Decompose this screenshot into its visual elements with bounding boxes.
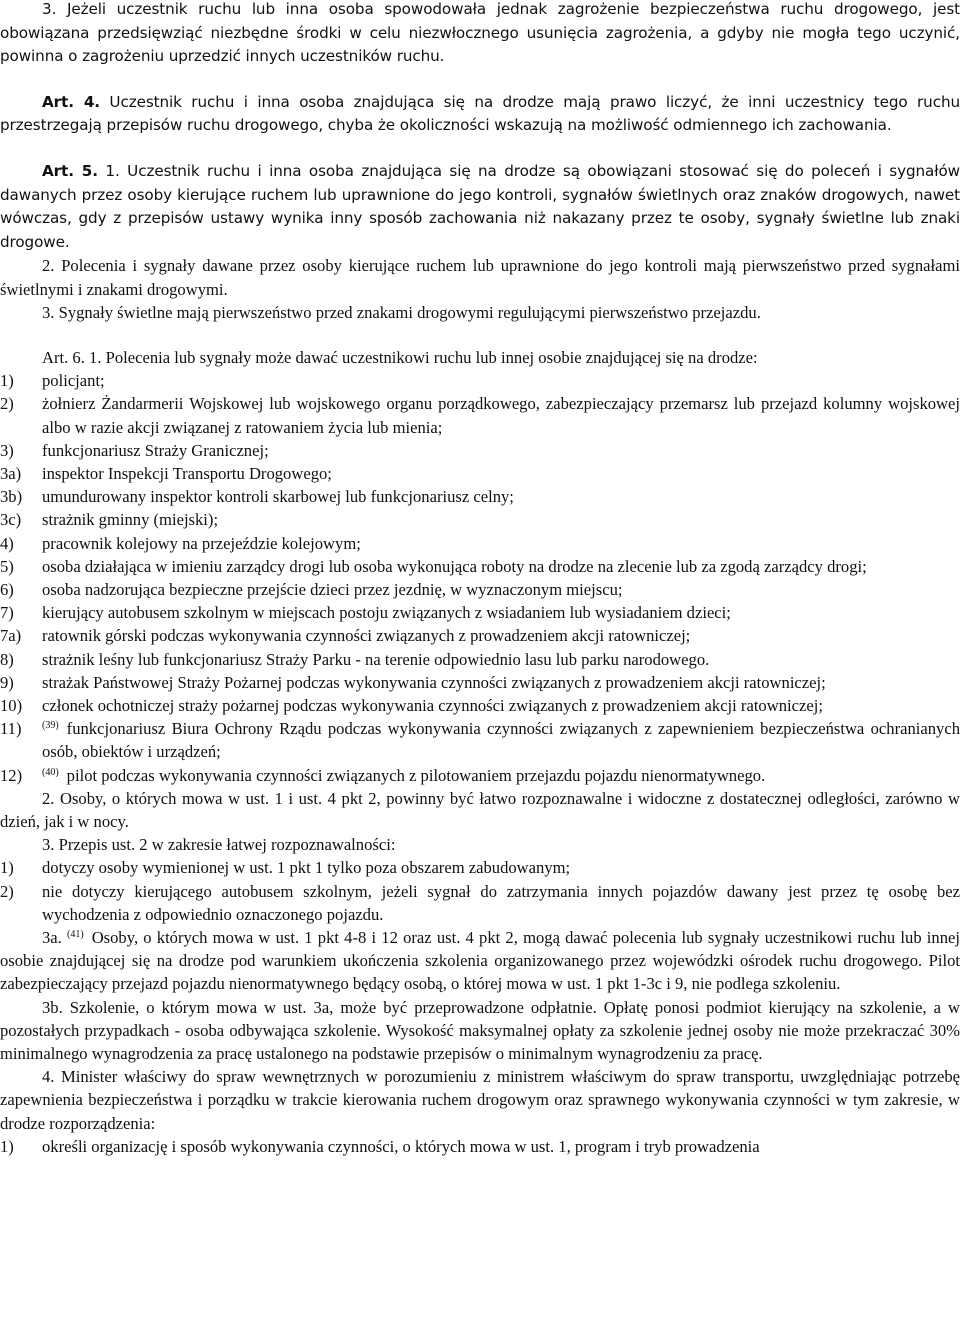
list-item-text — [42, 717, 960, 763]
list-item-body: strażak Państwowej Straży Pożarnej podczas wykonywania czynności związanych z prowadzeniem akcji ratowniczej; — [42, 672, 826, 692]
list-item — [0, 717, 960, 763]
list-item-number: 7a) — [0, 626, 22, 646]
list-item — [0, 555, 960, 578]
footnote-ref: (39) — [42, 720, 59, 732]
art6-paragraph-4: 4. Minister właściwy do spraw wewnętrznych w porozumieniu z ministrem właściwym do spraw transportu, uwzględniając potrzebę zapewnienia bezpieczeństwa i porządku w trakcie kierowania ruchem drogowym oraz sprawnego wykonywania czynności w tym zakresie, w drodze rozporządzenia: — [0, 1067, 960, 1133]
list-item — [0, 648, 960, 671]
list-item — [0, 764, 960, 787]
list-item-number: 11) — [0, 719, 22, 739]
list-item-body: osoba działająca w imieniu zarządcy drogi lub osoba wykonująca roboty na drodze na zlecenie lub za zgodą zarządcy drogi; — [42, 556, 867, 576]
list-item-text — [42, 508, 960, 531]
list-item-number: 8) — [0, 649, 14, 669]
list-item — [0, 369, 960, 392]
art5-rest — [0, 254, 960, 1158]
art4-paragraph — [0, 91, 960, 138]
list-item-number: 4) — [0, 533, 14, 553]
art4-heading: Art. 4. — [42, 92, 100, 111]
list-item-text — [42, 369, 960, 392]
list-item-number: 9) — [0, 672, 14, 692]
list-item-body: pilot podczas wykonywania czynności związanych z pilotowaniem przejazdu pojazdu nienormatywnego. — [66, 765, 766, 785]
art6-paragraph-2: 2. Osoby, o których mowa w ust. 1 i ust. 4 pkt 2, powinny być łatwo rozpoznawalne i widoczne z dostatecznej odległości, zarówno w dzień, jak i w nocy. — [0, 788, 960, 832]
art3-paragraph-3: 3. Jeżeli uczestnik ruchu lub inna osoba spowodowała jednak zagrożenie bezpieczeństwa ruchu drogowego, jest obowiązana przedsięwziąć niezbędne środki w celu niezwłocznego usunięcia zagrożenia, a gdyby nie mogła tego uczynić, powinna o zagrożeniu uprzedzić innych uczestników ruchu. — [0, 0, 960, 66]
list-item-text — [42, 555, 960, 578]
list-item-text — [42, 485, 960, 508]
list-item-body: żołnierz Żandarmerii Wojskowej lub wojskowego organu porządkowego, zabezpieczający przemarsz lub przejazd kolumny wojskowej albo w razie akcji związanej z ratowaniem życia lub mienia; — [42, 394, 960, 437]
art6-paragraph-3: 3. Przepis ust. 2 w zakresie łatwej rozpoznawalności: — [42, 835, 396, 855]
art6-paragraph-1 — [0, 346, 960, 369]
list-item-number: 3) — [0, 440, 14, 460]
list-item — [0, 856, 960, 879]
list-item-text — [42, 439, 960, 462]
list-item-text — [42, 648, 960, 671]
art5-heading: Art. 5. — [42, 161, 98, 180]
list-item — [0, 392, 960, 438]
list-item — [0, 439, 960, 462]
list-item — [0, 880, 960, 926]
list-item-text — [42, 578, 960, 601]
art5-text-1: 1. Uczestnik ruchu i inna osoba znajdująca się na drodze są obowiązani stosować się do poleceń i sygnałów dawanych przez osoby kierujące ruchem lub uprawnione do jego kontroli, sygnałów świetlnych oraz znaków drogowych, nawet wówczas, gdy z przepisów ustawy wynika inny sposób zachowania niż nakazany przez te osoby, sygnały świetlne lub znaki drogowe. — [0, 161, 960, 251]
list-item — [0, 532, 960, 555]
list-item-number: 5) — [0, 556, 14, 576]
list-item-body: funkcjonariusz Biura Ochrony Rządu podczas wykonywania czynności związanych z zapewnieniem bezpieczeństwa ochranianych osób, obiektów i urządzeń; — [42, 719, 960, 762]
art6-heading: Art. 6. — [42, 347, 85, 367]
list-item-number: 10) — [0, 696, 23, 715]
list-item-number: 6) — [0, 579, 14, 599]
list-item — [0, 694, 960, 717]
list-item-body: pracownik kolejowy na przejeździe kolejowym; — [42, 533, 361, 553]
art4-text: Uczestnik ruchu i inna osoba znajdująca się na drodze mają prawo liczyć, że inni uczestnicy tego ruchu przestrzegają przepisów ruchu drogowego, chyba że okoliczności wskazują na możliwość odmiennego ich zachowania. — [0, 92, 960, 135]
art5-paragraph-2: 2. Polecenia i sygnały dawane przez osoby kierujące ruchem lub uprawnione do jego kontroli mają pierwszeństwo przed sygnałami świetlnymi i znakami drogowymi. — [0, 256, 960, 299]
list-item-body: osoba nadzorująca bezpieczne przejście dzieci przez jezdnię, w wyznaczonym miejscu; — [42, 579, 623, 599]
art6-item-list-3 — [0, 856, 960, 926]
art6-text-1: 1. Polecenia lub sygnały może dawać uczestnikowi ruchu lub innej osobie znajdującej się na drodze: — [84, 347, 758, 367]
list-item-body: strażnik gminny (miejski); — [42, 510, 219, 530]
list-item-text — [42, 694, 960, 717]
footnote-ref-41: (41) — [67, 929, 84, 941]
list-item-text — [42, 601, 960, 624]
list-item-number: 1) — [0, 858, 14, 878]
list-item-text — [42, 671, 960, 694]
art5-paragraph-1 — [0, 160, 960, 254]
list-item — [0, 508, 960, 531]
list-item-number: 3c) — [0, 510, 22, 530]
list-item-body: członek ochotniczej straży pożarnej podczas wykonywania czynności związanych z prowadzeniem akcji ratowniczej; — [42, 696, 823, 715]
art5-paragraph-3: 3. Sygnały świetlne mają pierwszeństwo przed znakami drogowymi regulującymi pierwszeństwo przejazdu. — [42, 302, 761, 322]
list-item-body: nie dotyczy kierującego autobusem szkolnym, jeżeli sygnał do zatrzymania innych pojazdów dawany jest przez tę osobę bez wychodzenia z odpowiednio oznaczonego pojazdu. — [42, 881, 960, 924]
list-item-number: 7) — [0, 603, 14, 623]
list-item-body: ratownik górski podczas wykonywania czynności związanych z prowadzeniem akcji ratowniczej; — [42, 626, 691, 646]
list-item-text — [42, 624, 960, 647]
art6-3a-text: Osoby, o których mowa w ust. 1 pkt 4-8 i 12 oraz ust. 4 pkt 2, mogą dawać polecenia lub sygnały uczestnikowi ruchu lub innej osobie znajdującej się na drodze pod warunkiem ukończenia szkolenia organizowanego przez wojewódzki ośrodek ruchu drogowego. Pilot zabezpieczający przejazd pojazdu nienormatywnego będący osobą, o której mowa w ust. 1 pkt 1-3c i 9, nie podlega szkoleniu. — [0, 928, 960, 994]
list-item-body: dotyczy osoby wymienionej w ust. 1 pkt 1 tylko poza obszarem zabudowanym; — [42, 858, 571, 878]
list-item-text — [42, 532, 960, 555]
list-item — [0, 671, 960, 694]
list-item — [0, 601, 960, 624]
list-item-text — [42, 880, 960, 926]
art6-paragraph-3b: 3b. Szkolenie, o którym mowa w ust. 3a, może być przeprowadzone odpłatnie. Opłatę ponosi podmiot kierujący na szkolenie, a w pozostałych przypadkach - osoba odbywająca szkolenie. Wysokość maksymalnej opłaty za szkolenie jednej osoby nie może przekraczać 30% minimalnego wynagrodzenia za pracę ustalonego na podstawie przepisów o minimalnym wynagrodzeniu za pracę. — [0, 997, 960, 1064]
list-item-number: 2) — [0, 881, 14, 901]
list-item-number: 2) — [0, 394, 14, 414]
list-item-number: 1) — [0, 1136, 14, 1156]
art6-3a-lead: 3a. — [42, 928, 62, 948]
list-item-body: inspektor Inspekcji Transportu Drogowego; — [42, 463, 332, 483]
list-item-number: 3a) — [0, 463, 22, 483]
list-item — [0, 462, 960, 485]
footnote-ref: (40) — [42, 766, 59, 778]
art6-item-list — [0, 369, 960, 787]
list-item-text — [42, 764, 960, 787]
list-item-number: 3b) — [0, 487, 23, 507]
list-item-body: funkcjonariusz Straży Granicznej; — [42, 440, 269, 460]
list-item-body: umundurowany inspektor kontroli skarbowej lub funkcjonariusz celny; — [42, 487, 514, 507]
list-item-number: 12) — [0, 765, 23, 785]
list-item-body: policjant; — [42, 371, 105, 391]
art6-item-list-4 — [0, 1135, 960, 1158]
list-item-number: 1) — [0, 371, 14, 391]
list-item-body: określi organizację i sposób wykonywania czynności, o których mowa w ust. 1, program i tryb prowadzenia — [42, 1136, 760, 1156]
list-item — [0, 1135, 960, 1158]
list-item-text — [42, 1135, 960, 1158]
list-item-text — [42, 462, 960, 485]
list-item-text — [42, 856, 960, 879]
list-item — [0, 624, 960, 647]
list-item-body: strażnik leśny lub funkcjonariusz Straży Parku - na terenie odpowiednio lasu lub parku narodowego. — [42, 649, 710, 669]
list-item — [0, 485, 960, 508]
list-item-body: kierujący autobusem szkolnym w miejscach postoju związanych z wsiadaniem lub wysiadaniem dzieci; — [42, 603, 731, 623]
list-item — [0, 578, 960, 601]
list-item-text — [42, 392, 960, 438]
art6-paragraph-3a — [0, 926, 960, 996]
